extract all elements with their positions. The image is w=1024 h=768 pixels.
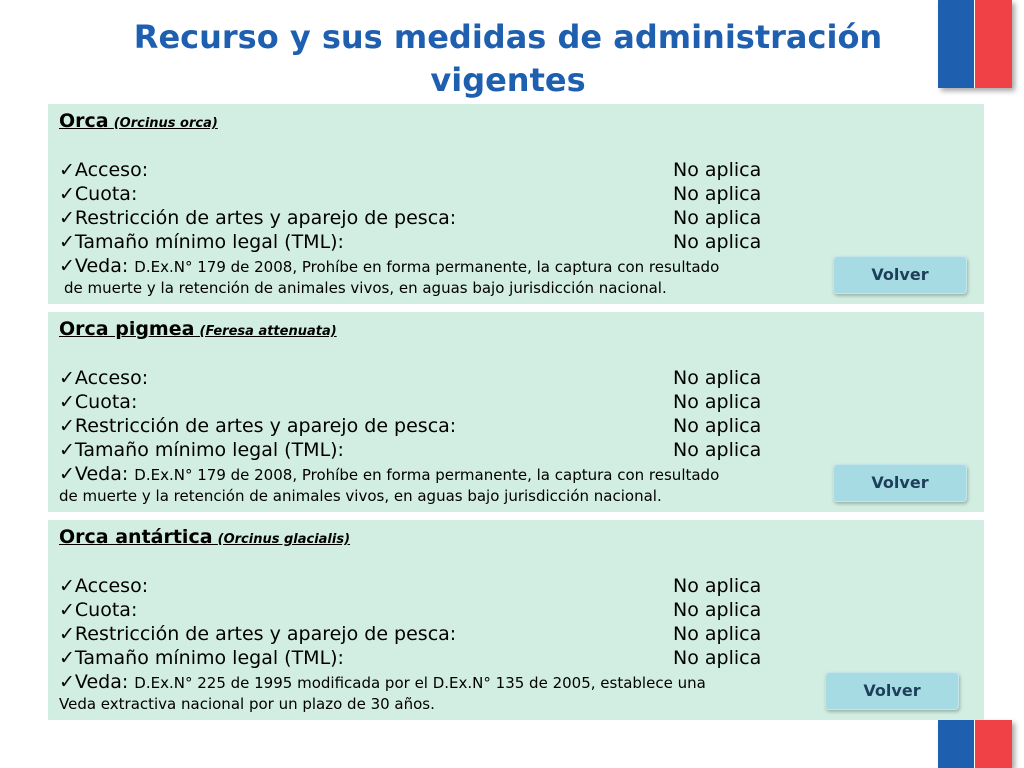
acceso-row: [59, 366, 819, 390]
veda-label: ✓Veda:: [59, 255, 129, 277]
cuota-label: ✓Cuota:: [59, 599, 138, 621]
volver-button[interactable]: Volver: [833, 256, 967, 294]
restriccion-row: [59, 206, 819, 230]
veda-detail-line1: D.Ex.N° 179 de 2008, Prohíbe en forma permanente, la captura con resultado: [134, 466, 720, 484]
cuota-row: [59, 182, 819, 206]
restriccion-row: [59, 414, 819, 438]
species-card-orca-pigmea: [48, 312, 984, 512]
tml-row: [59, 230, 819, 254]
restriccion-label: ✓Restricción de artes y aparejo de pesca:: [59, 207, 457, 229]
tml-row: [59, 646, 819, 670]
restriccion-label: ✓Restricción de artes y aparejo de pesca:: [59, 623, 457, 645]
cuota-label: ✓Cuota:: [59, 183, 138, 205]
veda-row: [59, 254, 839, 279]
restriccion-row: [59, 622, 819, 646]
veda-detail-line2: Veda extractiva nacional por un plazo de 30 años.: [59, 695, 435, 713]
tml-value: No aplica: [673, 231, 762, 253]
veda-detail-line1: D.Ex.N° 179 de 2008, Prohíbe en forma permanente, la captura con resultado: [134, 258, 720, 276]
tml-label: ✓Tamaño mínimo legal (TML):: [59, 231, 344, 253]
restriccion-label: ✓Restricción de artes y aparejo de pesca:: [59, 415, 457, 437]
cuota-value: No aplica: [673, 183, 762, 205]
acceso-row: [59, 158, 819, 182]
tml-value: No aplica: [673, 439, 762, 461]
tml-label: ✓Tamaño mínimo legal (TML):: [59, 439, 344, 461]
restriccion-value: No aplica: [673, 415, 762, 437]
acceso-row: [59, 574, 819, 598]
veda-row: [59, 670, 839, 695]
tml-label: ✓Tamaño mínimo legal (TML):: [59, 647, 344, 669]
volver-button[interactable]: Volver: [833, 464, 967, 502]
veda-row: [59, 462, 839, 487]
acceso-value: No aplica: [673, 575, 762, 597]
veda-detail-line2: de muerte y la retención de animales vivos, en aguas bajo jurisdicción nacional.: [64, 279, 667, 297]
acceso-value: No aplica: [673, 159, 762, 181]
acceso-label: ✓Acceso:: [59, 159, 149, 181]
page-title: Recurso y sus medidas de administración vigentes: [133, 18, 883, 99]
cuota-row: [59, 390, 819, 414]
common-name: Orca: [59, 110, 109, 132]
cuota-label: ✓Cuota:: [59, 391, 138, 413]
flag-bottom-decoration: [938, 720, 1012, 768]
common-name: Orca antártica: [59, 526, 213, 548]
species-name: [59, 526, 350, 548]
common-name: Orca pigmea: [59, 318, 195, 340]
volver-button[interactable]: Volver: [825, 672, 959, 710]
cuota-value: No aplica: [673, 391, 762, 413]
acceso-value: No aplica: [673, 367, 762, 389]
tml-row: [59, 438, 819, 462]
acceso-label: ✓Acceso:: [59, 575, 149, 597]
veda-label: ✓Veda:: [59, 671, 129, 693]
veda-label: ✓Veda:: [59, 463, 129, 485]
scientific-name: (Orcinus glacialis): [217, 532, 351, 547]
species-name: [59, 318, 337, 340]
restriccion-value: No aplica: [673, 623, 762, 645]
restriccion-value: No aplica: [673, 207, 762, 229]
species-name: [59, 110, 218, 132]
veda-detail-line2: de muerte y la retención de animales vivos, en aguas bajo jurisdicción nacional.: [59, 487, 662, 505]
scientific-name: (Feresa attenuata): [199, 324, 337, 339]
species-card-orca-antartica: [48, 520, 984, 720]
cuota-value: No aplica: [673, 599, 762, 621]
scientific-name: (Orcinus orca): [113, 116, 218, 131]
cuota-row: [59, 598, 819, 622]
species-card-orca: [48, 104, 984, 304]
acceso-label: ✓Acceso:: [59, 367, 149, 389]
veda-detail-line1: D.Ex.N° 225 de 1995 modificada por el D.Ex.N° 135 de 2005, establece una: [134, 674, 706, 692]
tml-value: No aplica: [673, 647, 762, 669]
